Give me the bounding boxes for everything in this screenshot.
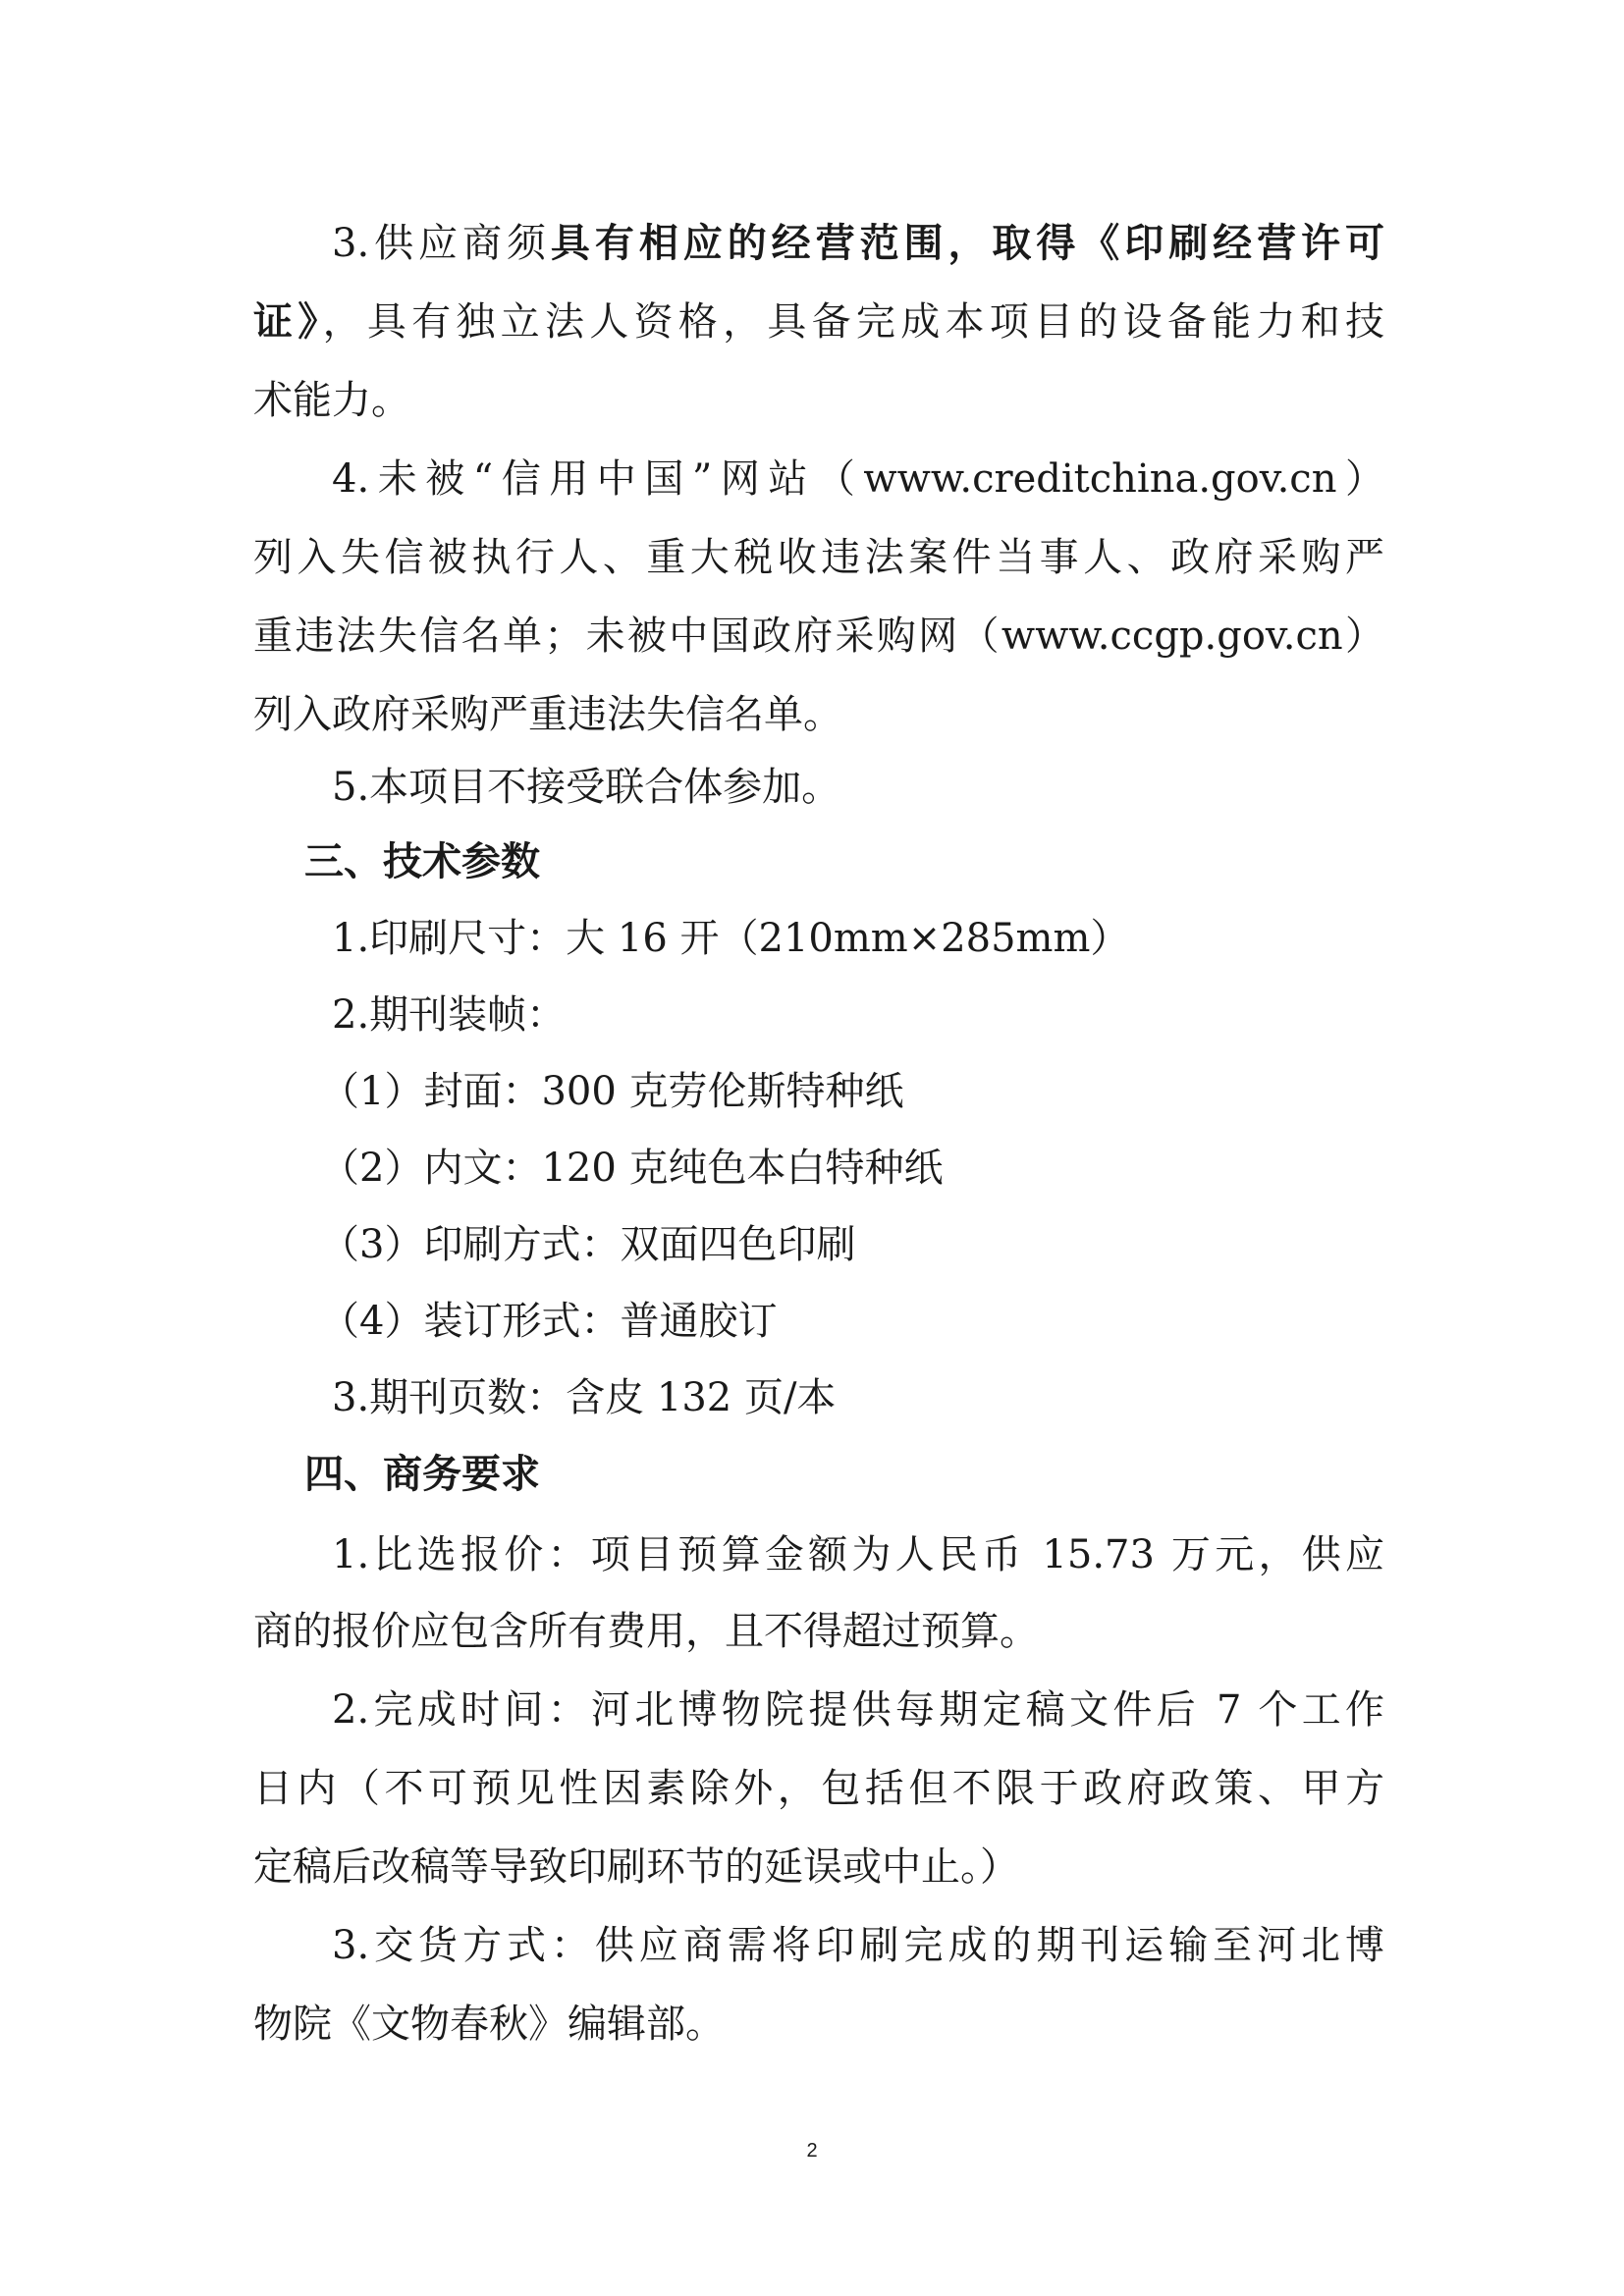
item4-line3: 重违法失信名单；未被中国政府采购网（www.ccgp.gov.cn） <box>253 614 1384 659</box>
page-number: 2 <box>806 2140 818 2162</box>
tech-item1: 1.印刷尺寸：大 16 开（210mm×285mm） <box>332 916 1130 961</box>
item3-rest: ，具有独立法人资格，具备完成本项目的设备能力和技 <box>322 299 1385 345</box>
tech-item2: 2.期刊装帧： <box>332 992 567 1038</box>
item4-line4: 列入政府采购严重违法失信名单。 <box>253 692 842 737</box>
item4-line1: 4.未被“信用中国”网站（www.creditchina.gov.cn） <box>332 456 1384 502</box>
biz3-line1: 3.交货方式：供应商需将印刷完成的期刊运输至河北博 <box>332 1923 1384 1968</box>
item5: 5.本项目不接受联合体参加。 <box>332 765 841 810</box>
item3-line2 <box>253 298 1384 346</box>
biz1-line2: 商的报价应包含所有费用，且不得超过预算。 <box>253 1609 1039 1654</box>
item3-bold-requirement: 具有相应的经营范围，取得《印刷经营许可 <box>550 221 1385 266</box>
tech-item2-4: （4）装订形式：普通胶订 <box>320 1299 778 1344</box>
tech-item2-2: （2）内文：120 克纯色本白特种纸 <box>320 1146 944 1191</box>
item4-line2: 列入失信被执行人、重大税收违法案件当事人、政府采购严 <box>253 535 1384 580</box>
section3-heading: 三、技术参数 <box>304 839 540 884</box>
tech-item3: 3.期刊页数：含皮 132 页/本 <box>332 1375 837 1420</box>
biz2-line1: 2.完成时间：河北博物院提供每期定稿文件后 7 个工作 <box>332 1687 1384 1733</box>
tech-item2-1: （1）封面：300 克劳伦斯特种纸 <box>320 1069 904 1114</box>
biz2-line2: 日内（不可预见性因素除外，包括但不限于政府政策、甲方 <box>253 1766 1384 1811</box>
item3-line1 <box>332 220 1384 267</box>
biz1-line1: 1.比选报价：项目预算金额为人民币 15.73 万元，供应 <box>332 1532 1384 1577</box>
tech-item2-3: （3）印刷方式：双面四色印刷 <box>320 1222 856 1267</box>
item3-bold-license: 证》 <box>253 299 323 345</box>
biz2-line3: 定稿后改稿等导致印刷环节的延误或中止。） <box>253 1844 1019 1890</box>
section4-heading: 四、商务要求 <box>304 1452 540 1497</box>
item3-prefix: 3.供应商须 <box>332 221 551 266</box>
biz3-line2: 物院《文物春秋》编辑部。 <box>253 2002 725 2047</box>
item3-line3: 术能力。 <box>253 378 410 423</box>
